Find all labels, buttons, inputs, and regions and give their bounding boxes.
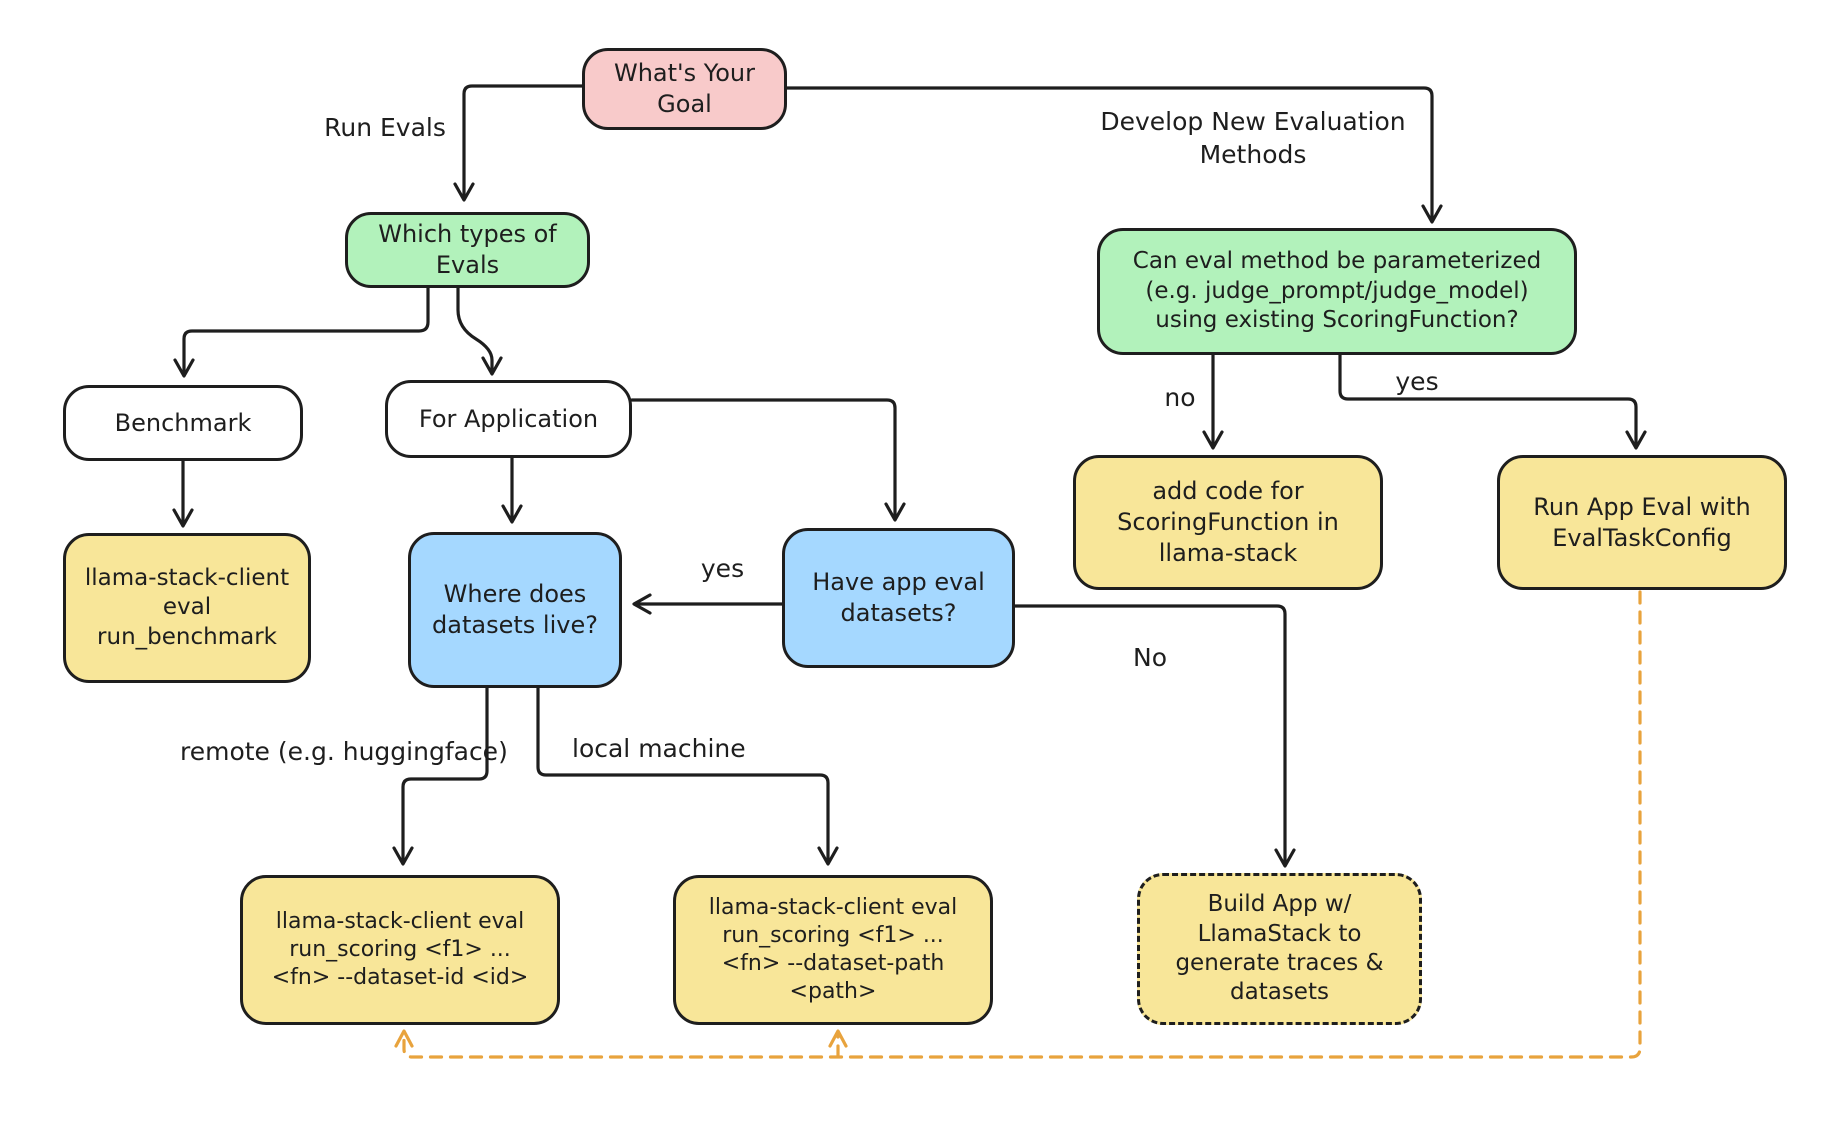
edge-label-have-datasets-yes: yes [700, 554, 745, 583]
edge-where-datasets-local [538, 688, 837, 864]
node-for-application-label: For Application [418, 404, 599, 433]
edge-label-have-datasets-no: No [1133, 643, 1167, 672]
edge-which-types-to-benchmark [175, 288, 428, 376]
node-have-app-eval-datasets-label: Have app eval datasets? [812, 568, 985, 627]
node-run-benchmark-command-label: llama-stack-client eval run_benchmark [84, 564, 290, 650]
node-add-code-for-scoringfunction [1073, 455, 1383, 590]
edge-label-remote-huggingface: remote (e.g. huggingface) [180, 737, 508, 766]
edge-label-local-machine: local machine [572, 734, 746, 763]
node-have-app-eval-datasets [782, 528, 1015, 668]
node-for-application [385, 380, 632, 458]
node-run-scoring-dataset-id-command-label: llama-stack-client eval run_scoring <f1> ... <fn> --dataset-id <id> [271, 908, 529, 991]
edge-where-datasets-remote [394, 688, 487, 864]
edge-benchmark-to-run-benchmark [174, 461, 192, 526]
edge-goal-to-which-types [455, 86, 582, 200]
node-build-app-with-llamastack [1137, 873, 1422, 1025]
node-run-scoring-dataset-id-command [240, 875, 560, 1025]
edge-label-run-evals: Run Evals [324, 113, 446, 142]
node-whats-your-goal [582, 48, 787, 130]
node-build-app-with-llamastack-label: Build App w/ LlamaStack to generate traces & datasets [1175, 891, 1384, 1006]
edge-have-datasets-yes-to-where-datasets [634, 595, 782, 613]
node-run-app-eval-with-evaltaskconfig [1497, 455, 1787, 590]
edge-label-develop-new-evaluation-methods: Develop New Evaluation Methods [1100, 107, 1406, 169]
edge-for-application-to-where-datasets [503, 458, 521, 522]
node-run-app-eval-with-evaltaskconfig-label: Run App Eval with EvalTaskConfig [1533, 492, 1751, 552]
node-can-eval-method-be-parameterized [1097, 228, 1577, 355]
node-benchmark-label: Benchmark [114, 408, 252, 437]
node-add-code-for-scoringfunction-label: add code for ScoringFunction in llama-stack [1117, 477, 1339, 567]
node-run-scoring-dataset-path-command [673, 875, 993, 1025]
node-which-types-of-evals [345, 212, 590, 288]
edge-run-app-eval-feedback-arrowheads [396, 1031, 846, 1046]
node-run-benchmark-command [63, 533, 311, 683]
node-whats-your-goal-label: What's Your Goal [613, 59, 756, 118]
edge-parameterize-yes-to-run-app-eval [1340, 355, 1645, 448]
node-where-does-datasets-live-label: Where does datasets live? [432, 580, 598, 639]
node-where-does-datasets-live [408, 532, 622, 688]
edge-which-types-to-for-application [458, 288, 501, 374]
node-can-eval-method-be-parameterized-label: Can eval method be parameterized (e.g. judge_prompt/judge_model) using existing ScoringFunction? [1132, 248, 1542, 334]
edge-label-parameterize-yes: yes [1395, 367, 1439, 396]
node-benchmark [63, 385, 303, 461]
edge-label-parameterize-no: no [1164, 383, 1196, 412]
node-which-types-of-evals-label: Which types of Evals [378, 220, 557, 279]
edge-for-application-to-have-datasets [632, 400, 904, 520]
node-run-scoring-dataset-path-command-label: llama-stack-client eval run_scoring <f1> ... <fn> --dataset-path <path> [708, 894, 958, 1005]
